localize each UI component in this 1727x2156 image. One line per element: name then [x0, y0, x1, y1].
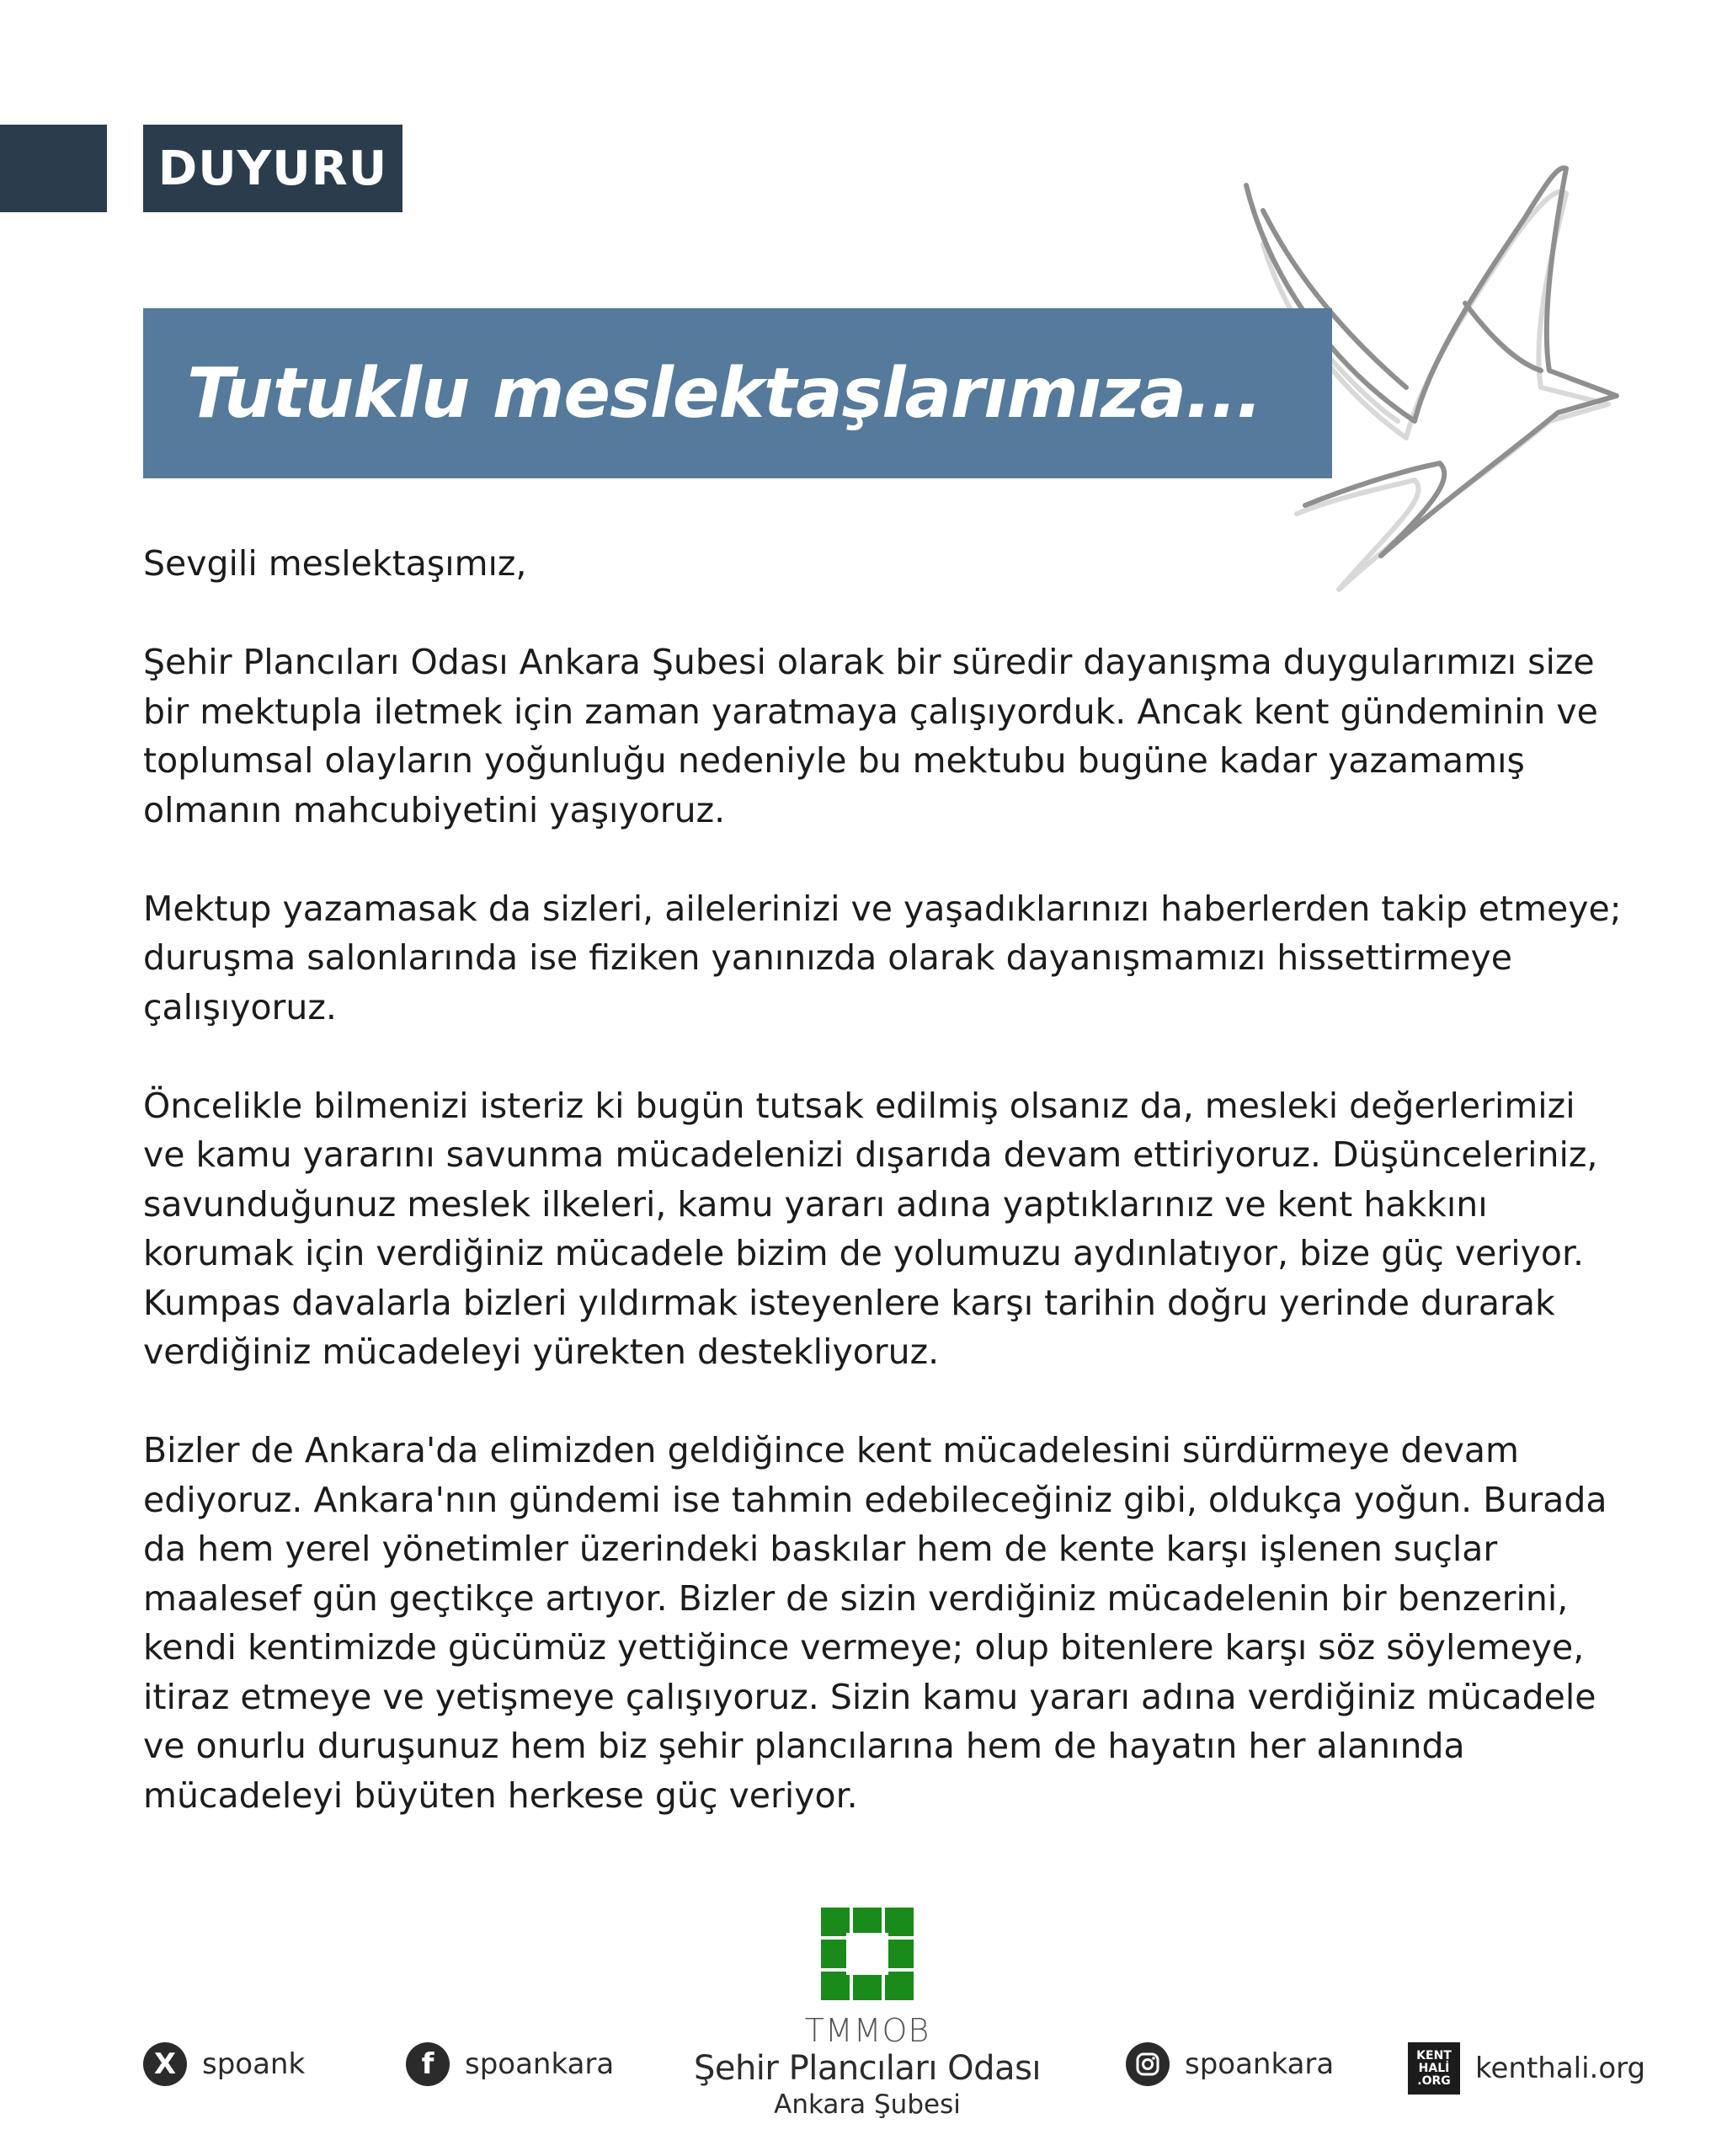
decorative-side-bar — [0, 125, 107, 212]
announcement-tag: DUYURU — [143, 125, 402, 212]
social-instagram[interactable] — [1126, 2042, 1334, 2086]
instagram-icon — [1126, 2042, 1170, 2086]
x-icon: X — [143, 2042, 187, 2086]
title-banner — [143, 308, 1332, 478]
facebook-icon: f — [406, 2042, 450, 2086]
organization-block — [657, 2013, 1078, 2121]
social-kenthali[interactable] — [1408, 2042, 1645, 2095]
letter-greeting: Sevgili meslektaşımız, — [143, 543, 527, 584]
social-instagram-handle: spoankara — [1185, 2047, 1335, 2081]
social-facebook-handle: spoankara — [465, 2047, 615, 2081]
social-kenthali-handle: kenthali.org — [1475, 2052, 1646, 2085]
page-title: Tutuklu meslektaşlarımıza... — [187, 353, 1262, 434]
spo-logo-icon — [821, 1908, 914, 2000]
kenthali-icon: KENT HALİ .ORG — [1408, 2042, 1460, 2095]
social-facebook[interactable] — [406, 2042, 614, 2086]
org-name: Şehir Plancıları Odası — [693, 2049, 1042, 2088]
org-tmmob: TMMOB — [804, 2012, 930, 2049]
letter-paragraph-4: Bizler de Ankara'da elimizden geldiğince kent mücadelesini sürdürmeye devam ediyoruz. Ankara'nın gündemi ise tahmin edebileceğiniz gibi, oldukça yoğun. Burada da hem yerel yönetimler üzerindeki baskılar hem de kente karşı işlenen suçlar maalesef gün geçtikçe artıyor. Bizler de sizin verdiğiniz mücadelenin bir benzerini, kendi kentimizde gücümüz yettiğince vermeye; olup bitenlere karşı söz söylemeye, itiraz etmeye ve yetişmeye çalışıyoruz. Sizin kamu yararı adına verdiğiniz mücadele ve onurlu duruşunuz hem biz şehir plancılarına hem de hayatın her alanında mücadeleyi büyüten herkese güç veriyor. — [143, 1430, 1607, 1816]
letter-paragraph-2: Mektup yazamasak da sizleri, ailelerinizi ve yaşadıklarınızı haberlerden takip etmeye; duruşma salonlarında ise fiziken yanınızda olarak dayanışmamızı hissettirmeye çalışıyoruz. — [143, 888, 1622, 1027]
social-x-handle: spoank — [202, 2047, 306, 2081]
letter-body — [143, 539, 1625, 1870]
social-x[interactable] — [143, 2042, 305, 2086]
org-branch: Ankara Şubesi — [774, 2089, 961, 2120]
letter-paragraph-1: Şehir Plancıları Odası Ankara Şubesi olarak bir süredir dayanışma duygularımızı size bir mektupla iletmek için zaman yaratmaya çalışıyorduk. Ancak kent gündeminin ve toplumsal olayların yoğunluğu nedeniyle bu mektubu bugüne kadar yazamamış olmanın mahcubiyetini yaşıyoruz. — [143, 642, 1598, 830]
letter-paragraph-3: Öncelikle bilmenizi isteriz ki bugün tutsak edilmiş olsanız da, mesleki değerlerimizi ve kamu yararını savunma mücadelenizi dışarıda devam ettiriyoruz. Düşünceleriniz, savunduğunuz meslek ilkeleri, kamu yararı adına yaptıklarınız ve kent hakkını korumak için verdiğiniz mücadele bizim de yolumuzu aydınlatıyor, bize güç veriyor. Kumpas davalarla bizleri yıldırmak isteyenlere karşı tarihin doğru yerinde durarak verdiğiniz mücadeleyi yürekten destekliyoruz. — [143, 1085, 1598, 1372]
